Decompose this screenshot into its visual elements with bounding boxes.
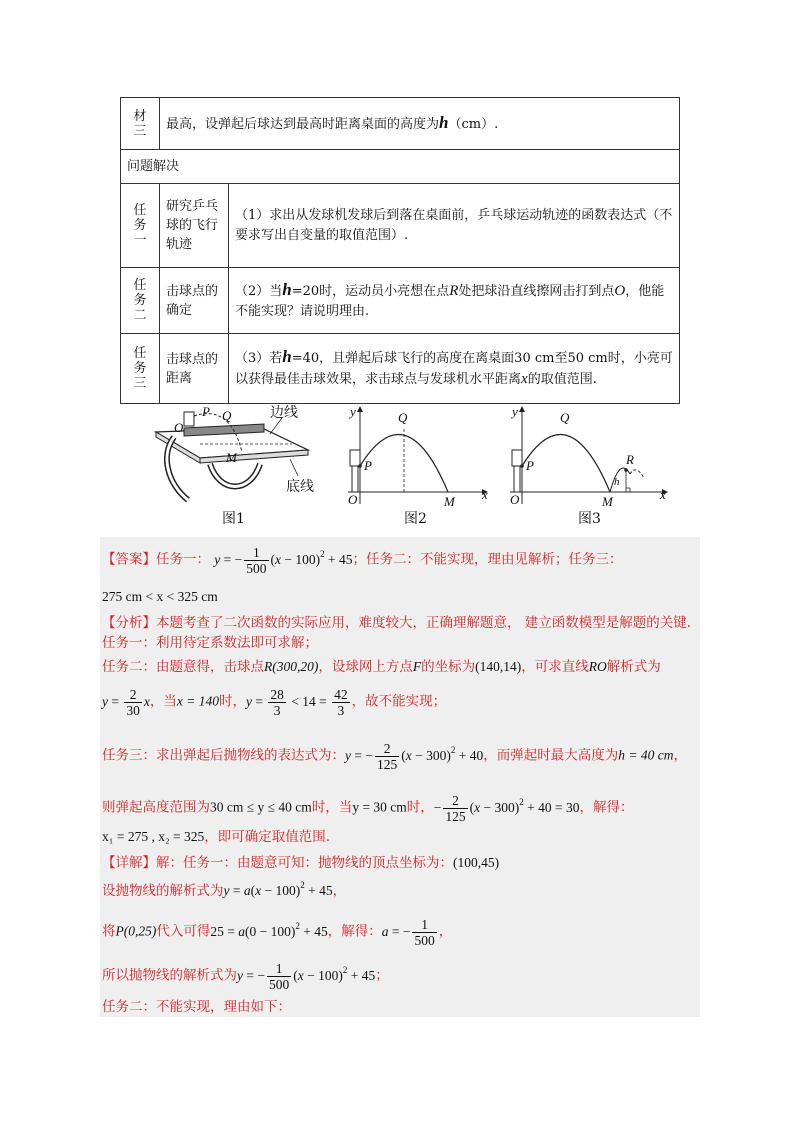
section-title: 问题解决 bbox=[121, 150, 680, 184]
analysis-line-2: 任务一：利用待定系数法即可求解； bbox=[102, 635, 318, 651]
task3-content: （3）若h=40，且弹起后球飞行的高度在离桌面30 cm至50 cm时，小亮可以获得最佳击球效果，求击球点与发球机水平距离x的取值范围. bbox=[229, 334, 680, 404]
task1-head: 任务一 bbox=[121, 184, 160, 268]
answer-line-1: 【答案】任务一： y = − $\frac{1}{500}$ $(x - 100)^2 + 45$；任务二：不能实现，理由见解析；任务三： bbox=[102, 545, 623, 576]
fig3-label-o: O bbox=[510, 492, 520, 507]
fig1-label-m: M bbox=[226, 450, 237, 465]
fig1-label-edge: 边线 bbox=[270, 405, 298, 421]
fig2-label-m: M bbox=[444, 494, 455, 509]
figure-2-parabola bbox=[340, 404, 490, 509]
analysis-line-6: 则弹起高度范围为30 cm ≤ y ≤ 40 cm时，当y = 30 cm时，− $\frac{2}{125}$ $(x - 300)^2 + 40 = 30$，解得： bbox=[102, 793, 634, 824]
material-text: 最高，设弹起后球达到最高时距离桌面的高度为h（cm）. bbox=[160, 98, 680, 150]
problem-table bbox=[120, 97, 680, 404]
detail-line-5: 任务二：不能实现，理由如下： bbox=[102, 999, 291, 1015]
task1-content: （1）求出从发球机发球后到落在桌面前，乒乓球运动轨迹的函数表达式（不要求写出自变量的取值范围）. bbox=[229, 184, 680, 268]
analysis-line-1: 【分析】本题考查了二次函数的实际应用，难度较大，正确理解题意， 建立函数模型是解题的关键. bbox=[102, 615, 692, 631]
fig1-label-base: 底线 bbox=[286, 479, 314, 495]
fig3-label-q: Q bbox=[560, 410, 570, 425]
analysis-line-7: x₁ = 275 , x₂ = 325，即可确定取值范围. bbox=[102, 829, 331, 845]
detail-line-1: 【详解】解：任务一：由题意可知：抛物线的顶点坐标为：(100,45) bbox=[102, 855, 500, 871]
fig1-label-q: Q bbox=[222, 408, 232, 423]
fig2-label-y: y bbox=[350, 404, 356, 419]
fig1-label-o: O bbox=[174, 420, 184, 435]
task3-head: 任务三 bbox=[121, 334, 160, 404]
fig3-label-h: h bbox=[614, 476, 620, 488]
task2-head: 任务二 bbox=[121, 268, 160, 334]
fig3-label-r: R bbox=[626, 452, 634, 467]
fig1-label-p: P bbox=[202, 404, 210, 419]
fig3-caption: 图3 bbox=[578, 511, 601, 527]
fig3-label-m: M bbox=[602, 494, 613, 509]
fig2-label-x: x bbox=[482, 487, 488, 502]
answer-panel bbox=[100, 537, 700, 1017]
fig1-caption: 图1 bbox=[222, 511, 245, 527]
task1-sub: 研究乒乓球的飞行轨迹 bbox=[160, 184, 229, 268]
detail-line-2: 设抛物线的解析式为$y = a(x - 100)^2 + 45$， bbox=[102, 880, 347, 899]
fig3-label-p: P bbox=[526, 458, 534, 473]
analysis-line-5: 任务三：求出弹起后抛物线的表达式为：y = − $\frac{2}{125}$ $(x - 300)^2 + 40$，而弹起时最大高度为h = 40 cm， bbox=[102, 741, 687, 772]
fig2-label-q: Q bbox=[398, 410, 408, 425]
figures bbox=[150, 404, 670, 532]
answer-line-2: 275 cm < x < 325 cm bbox=[102, 589, 218, 604]
row-head-material: 材三 bbox=[121, 98, 160, 150]
detail-line-3: 将P(0,25)代入可得$25 = a(0 - 100)^2 + 45$，解得：a = − $\frac{1}{500}$ ， bbox=[102, 917, 453, 948]
fig3-label-y: y bbox=[512, 404, 518, 419]
fig2-label-o: O bbox=[348, 492, 358, 507]
analysis-line-4: y = $\frac{2}{30}$ x，当x = 140时，y = $\frac{28}{3}$ < 14 = $\frac{42}{3}$ ，故不能实现； bbox=[102, 687, 447, 718]
fig2-caption: 图2 bbox=[404, 511, 427, 527]
task2-sub: 击球点的确定 bbox=[160, 268, 229, 334]
task3-sub: 击球点的距离 bbox=[160, 334, 229, 404]
analysis-line-3: 任务二：由题意得，击球点R(300,20)，设球网上方点F的坐标为(140,14)，可求直线RO解析式为 bbox=[102, 659, 661, 675]
figure-3-parabola-bounce bbox=[502, 404, 670, 509]
fig2-label-p: P bbox=[364, 458, 372, 473]
detail-line-4: 所以抛物线的解析式为y = − $\frac{1}{500}$ $(x - 100)^2 + 45$； bbox=[102, 961, 389, 992]
task2-content: （2）当h=20时，运动员小亮想在点R处把球沿直线擦网击打到点O，他能不能实现？请说明理由. bbox=[229, 268, 680, 334]
fig3-label-x: x bbox=[660, 487, 666, 502]
